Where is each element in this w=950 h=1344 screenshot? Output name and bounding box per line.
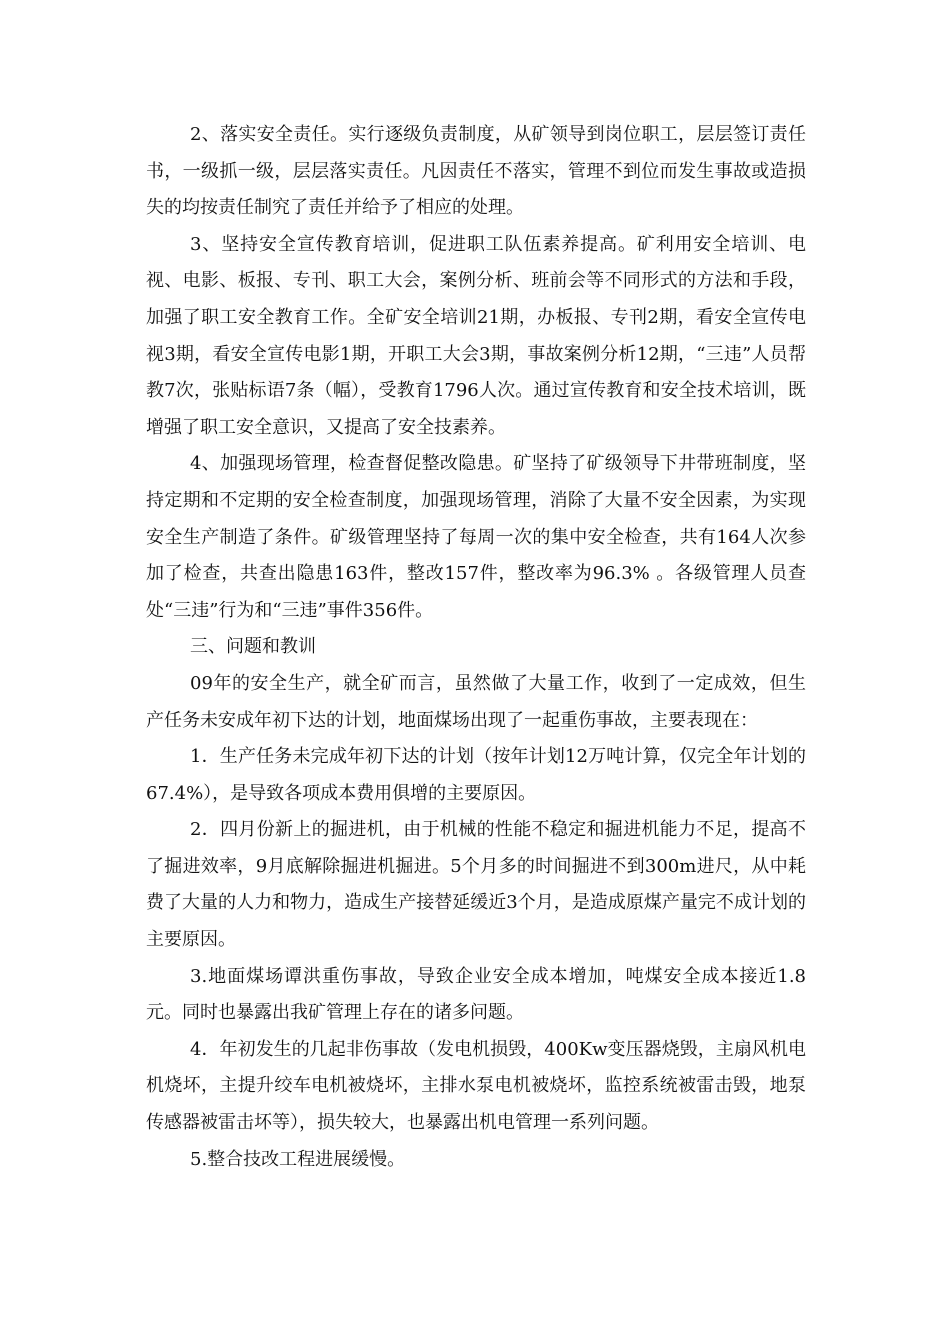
- paragraph-problem-3: 3.地面煤场谭洪重伤事故，导致企业安全成本增加，吨煤安全成本接近1.8元。同时也暴露出我矿管理上存在的诸多问题。: [146, 965, 806, 1024]
- paragraph-problem-2: 2．四月份新上的掘进机，由于机械的性能不稳定和掘进机能力不足，提高不了掘进效率，9月底解除掘进机掘进。5个月多的时间掘进不到300m进尺，从中耗费了大量的人力和物力，造成生产接替延缓近3个月，是造成原煤产量完不成计划的主要原因。: [146, 819, 806, 951]
- paragraph-site-management: 4、加强现场管理，检查督促整改隐患。矿坚持了矿级领导下井带班制度，坚持定期和不定期的安全检查制度，加强现场管理，消除了大量不安全因素，为实现安全生产制造了条件。矿级管理坚持了每周一次的集中安全检查，共有164人次参加了检查，共查出隐患163件，整改157件，整改率为96.3% 。各级管理人员查处“三违”行为和“三违”事件356件。: [146, 453, 806, 621]
- document-body: [146, 117, 806, 1178]
- paragraph-problem-4: 4．年初发生的几起非伤事故（发电机损毁，400Kw变压器烧毁，主扇风机电机烧坏，主提升绞车电机被烧坏，主排水泵电机被烧坏，监控系统被雷击毁，地泵传感器被雷击坏等），损失较大，也暴露出机电管理一系列问题。: [146, 1038, 806, 1134]
- paragraph-safety-training: 3、坚持安全宣传教育培训，促进职工队伍素养提高。矿利用安全培训、电视、电影、板报、专刊、职工大会，案例分析、班前会等不同形式的方法和手段，加强了职工安全教育工作。全矿安全培训21期，办板报、专刊2期，看安全宣传电视3期，看安全宣传电影1期，开职工大会3期，事故案例分析12期，“三违”人员帮教7次，张贴标语7条（幅），受教育1796人次。通过宣传教育和安全技术培训，既增强了职工安全意识，又提高了安全技素养。: [146, 233, 806, 438]
- paragraph-problems-intro: 09年的安全生产，就全矿而言，虽然做了大量工作，收到了一定成效，但生产任务未安成年初下达的计划，地面煤场出现了一起重伤事故，主要表现在：: [146, 672, 806, 731]
- paragraph-problem-5: 5.整合技改工程进展缓慢。: [190, 1148, 406, 1170]
- paragraph-problem-1: 1．生产任务未完成年初下达的计划（按年计划12万吨计算，仅完全年计划的67.4%），是导致各项成本费用俱增的主要原因。: [146, 746, 806, 804]
- paragraph-safety-responsibility: 2、落实安全责任。实行逐级负责制度，从矿领导到岗位职工，层层签订责任书，一级抓一级，层层落实责任。凡因责任不落实，管理不到位而发生事故或造损失的均按责任制究了责任并给予了相应的处理。: [146, 124, 806, 219]
- section-heading-problems: 三、问题和教训: [190, 636, 316, 658]
